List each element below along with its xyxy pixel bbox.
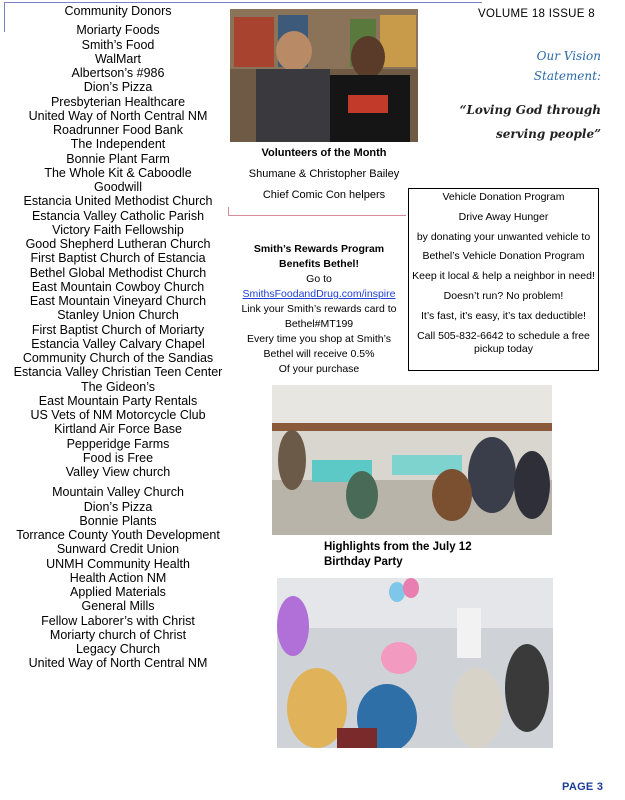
- community-donors-list: [8, 4, 228, 671]
- donor-item: Estancia Valley Catholic Parish: [31, 208, 205, 223]
- donor-item: Health Action NM: [69, 570, 167, 585]
- donors-group-1: [8, 23, 228, 479]
- donor-item: Mountain Valley Church: [52, 485, 184, 500]
- vision-quote-line1: “Loving God through: [459, 103, 601, 117]
- vehicle-line2: by donating your unwanted vehicle to: [416, 230, 591, 243]
- vision-heading-line2: Statement:: [533, 69, 601, 83]
- donor-item: Food is Free: [82, 450, 154, 465]
- rewards-link[interactable]: SmithsFoodandDrug.com/inspire: [242, 288, 396, 300]
- donor-item: Kirtland Air Force Base: [54, 422, 182, 437]
- donor-item: Victory Faith Fellowship: [52, 222, 184, 237]
- vehicle-donation-box: [408, 188, 599, 371]
- donor-item: Estancia United Methodist Church: [23, 194, 213, 209]
- volunteers-names: Shumane & Christopher Bailey: [248, 168, 400, 180]
- donor-item: Bonnie Plant Farm: [66, 151, 170, 166]
- left-accent-rule: [4, 2, 5, 32]
- vehicle-title: Vehicle Donation Program: [442, 191, 565, 203]
- party-photo-1: [272, 385, 552, 535]
- divider-rule: [228, 215, 406, 216]
- donors-group-2: [8, 485, 228, 670]
- top-rule: [4, 2, 482, 3]
- rewards-go-to: Go to: [306, 273, 332, 285]
- smiths-rewards-section: [226, 242, 412, 377]
- vision-quote-line2: serving people”: [495, 127, 601, 141]
- donor-item: The Whole Kit & Caboodle: [44, 165, 192, 180]
- donor-item: Smith’s Food: [81, 37, 155, 52]
- page-number: PAGE 3: [562, 781, 604, 793]
- highlights-line2: Birthday Party: [324, 556, 403, 568]
- donor-item: Bonnie Plants: [79, 513, 157, 528]
- volunteers-photo: [230, 9, 418, 142]
- donor-item: First Baptist Church of Moriarty: [31, 322, 205, 337]
- donor-item: Estancia Valley Calvary Chapel: [31, 336, 205, 351]
- volunteers-role: Chief Comic Con helpers: [262, 189, 386, 201]
- volume-issue: VOLUME 18 ISSUE 8: [478, 8, 595, 20]
- rewards-line1: Link your Smith’s rewards card to: [241, 303, 397, 315]
- vehicle-line6: It’s fast, it’s easy, it’s tax deductible!: [421, 309, 586, 322]
- donor-item: Estancia Valley Christian Teen Center: [13, 365, 223, 380]
- donor-item: Pepperidge Farms: [66, 436, 170, 451]
- donor-item: The Independent: [70, 137, 166, 152]
- vehicle-line5: Doesn’t run? No problem!: [443, 289, 564, 302]
- rewards-line4: Bethel will receive 0.5%: [263, 348, 375, 360]
- rewards-line3: Every time you shop at Smith’s: [247, 333, 391, 345]
- highlights-line1: Highlights from the July 12: [324, 541, 472, 553]
- donor-item: Bethel Global Methodist Church: [29, 265, 207, 280]
- donor-item: East Mountain Party Rentals: [38, 393, 198, 408]
- donor-item: Moriarty Foods: [76, 23, 160, 38]
- donor-item: Good Shepherd Lutheran Church: [25, 237, 211, 251]
- rewards-title-line1: Smith’s Rewards Program: [253, 243, 385, 255]
- volunteers-title: Volunteers of the Month: [261, 147, 387, 159]
- donor-item: Goodwill: [94, 180, 142, 194]
- party-photo-2: [277, 578, 553, 748]
- volunteers-caption: [230, 143, 418, 206]
- vision-statement: [431, 98, 601, 146]
- donor-item: Sunward Credit Union: [56, 542, 180, 557]
- donor-item: Presbyterian Healthcare: [50, 94, 186, 109]
- donor-item: General Mills: [81, 599, 155, 614]
- donor-item: East Mountain Vineyard Church: [29, 294, 207, 308]
- donor-item: UNMH Community Health: [46, 556, 190, 571]
- donor-item: Community Church of the Sandias: [22, 351, 214, 365]
- donor-item: Dion’s Pizza: [83, 80, 153, 95]
- vehicle-line4: Keep it local & help a neighbor in need!: [412, 270, 595, 283]
- rewards-line2: Bethel#MT199: [284, 318, 354, 330]
- donor-item: United Way of North Central NM: [28, 656, 208, 671]
- donor-item: Fellow Laborer’s with Christ: [41, 613, 195, 628]
- donor-item: First Baptist Church of Estancia: [30, 251, 206, 266]
- donor-item: WalMart: [94, 51, 142, 66]
- vision-heading-line1: Our Vision: [536, 49, 601, 63]
- vehicle-call: Call 505-832-6642 to schedule a free pickup today: [417, 329, 590, 355]
- vision-heading: [481, 46, 601, 86]
- vehicle-line3: Bethel’s Vehicle Donation Program: [422, 250, 585, 263]
- donor-item: Moriarty church of Christ: [49, 627, 187, 642]
- rewards-title-line2: Benefits Bethel!: [279, 258, 359, 270]
- vehicle-line1: Drive Away Hunger: [458, 210, 549, 223]
- donor-item: Albertson’s #986: [71, 66, 165, 80]
- donor-item: East Mountain Cowboy Church: [31, 279, 205, 294]
- highlights-caption: [324, 540, 544, 570]
- donor-item: Roadrunner Food Bank: [53, 123, 183, 137]
- donor-item: United Way of North Central NM: [28, 108, 208, 123]
- rewards-line5: Of your purchase: [278, 363, 360, 375]
- donor-item: US Vets of NM Motorcycle Club: [30, 408, 206, 422]
- donor-item: Legacy Church: [75, 642, 161, 656]
- donor-item: The Gideon’s: [80, 379, 156, 394]
- donor-item: Torrance County Youth Development: [16, 528, 220, 542]
- donor-item: Dion’s Pizza: [83, 499, 153, 514]
- donor-item: Applied Materials: [70, 585, 166, 599]
- donors-title: Community Donors: [64, 4, 172, 18]
- donor-item: Stanley Union Church: [57, 308, 179, 323]
- donor-item: Valley View church: [65, 465, 171, 479]
